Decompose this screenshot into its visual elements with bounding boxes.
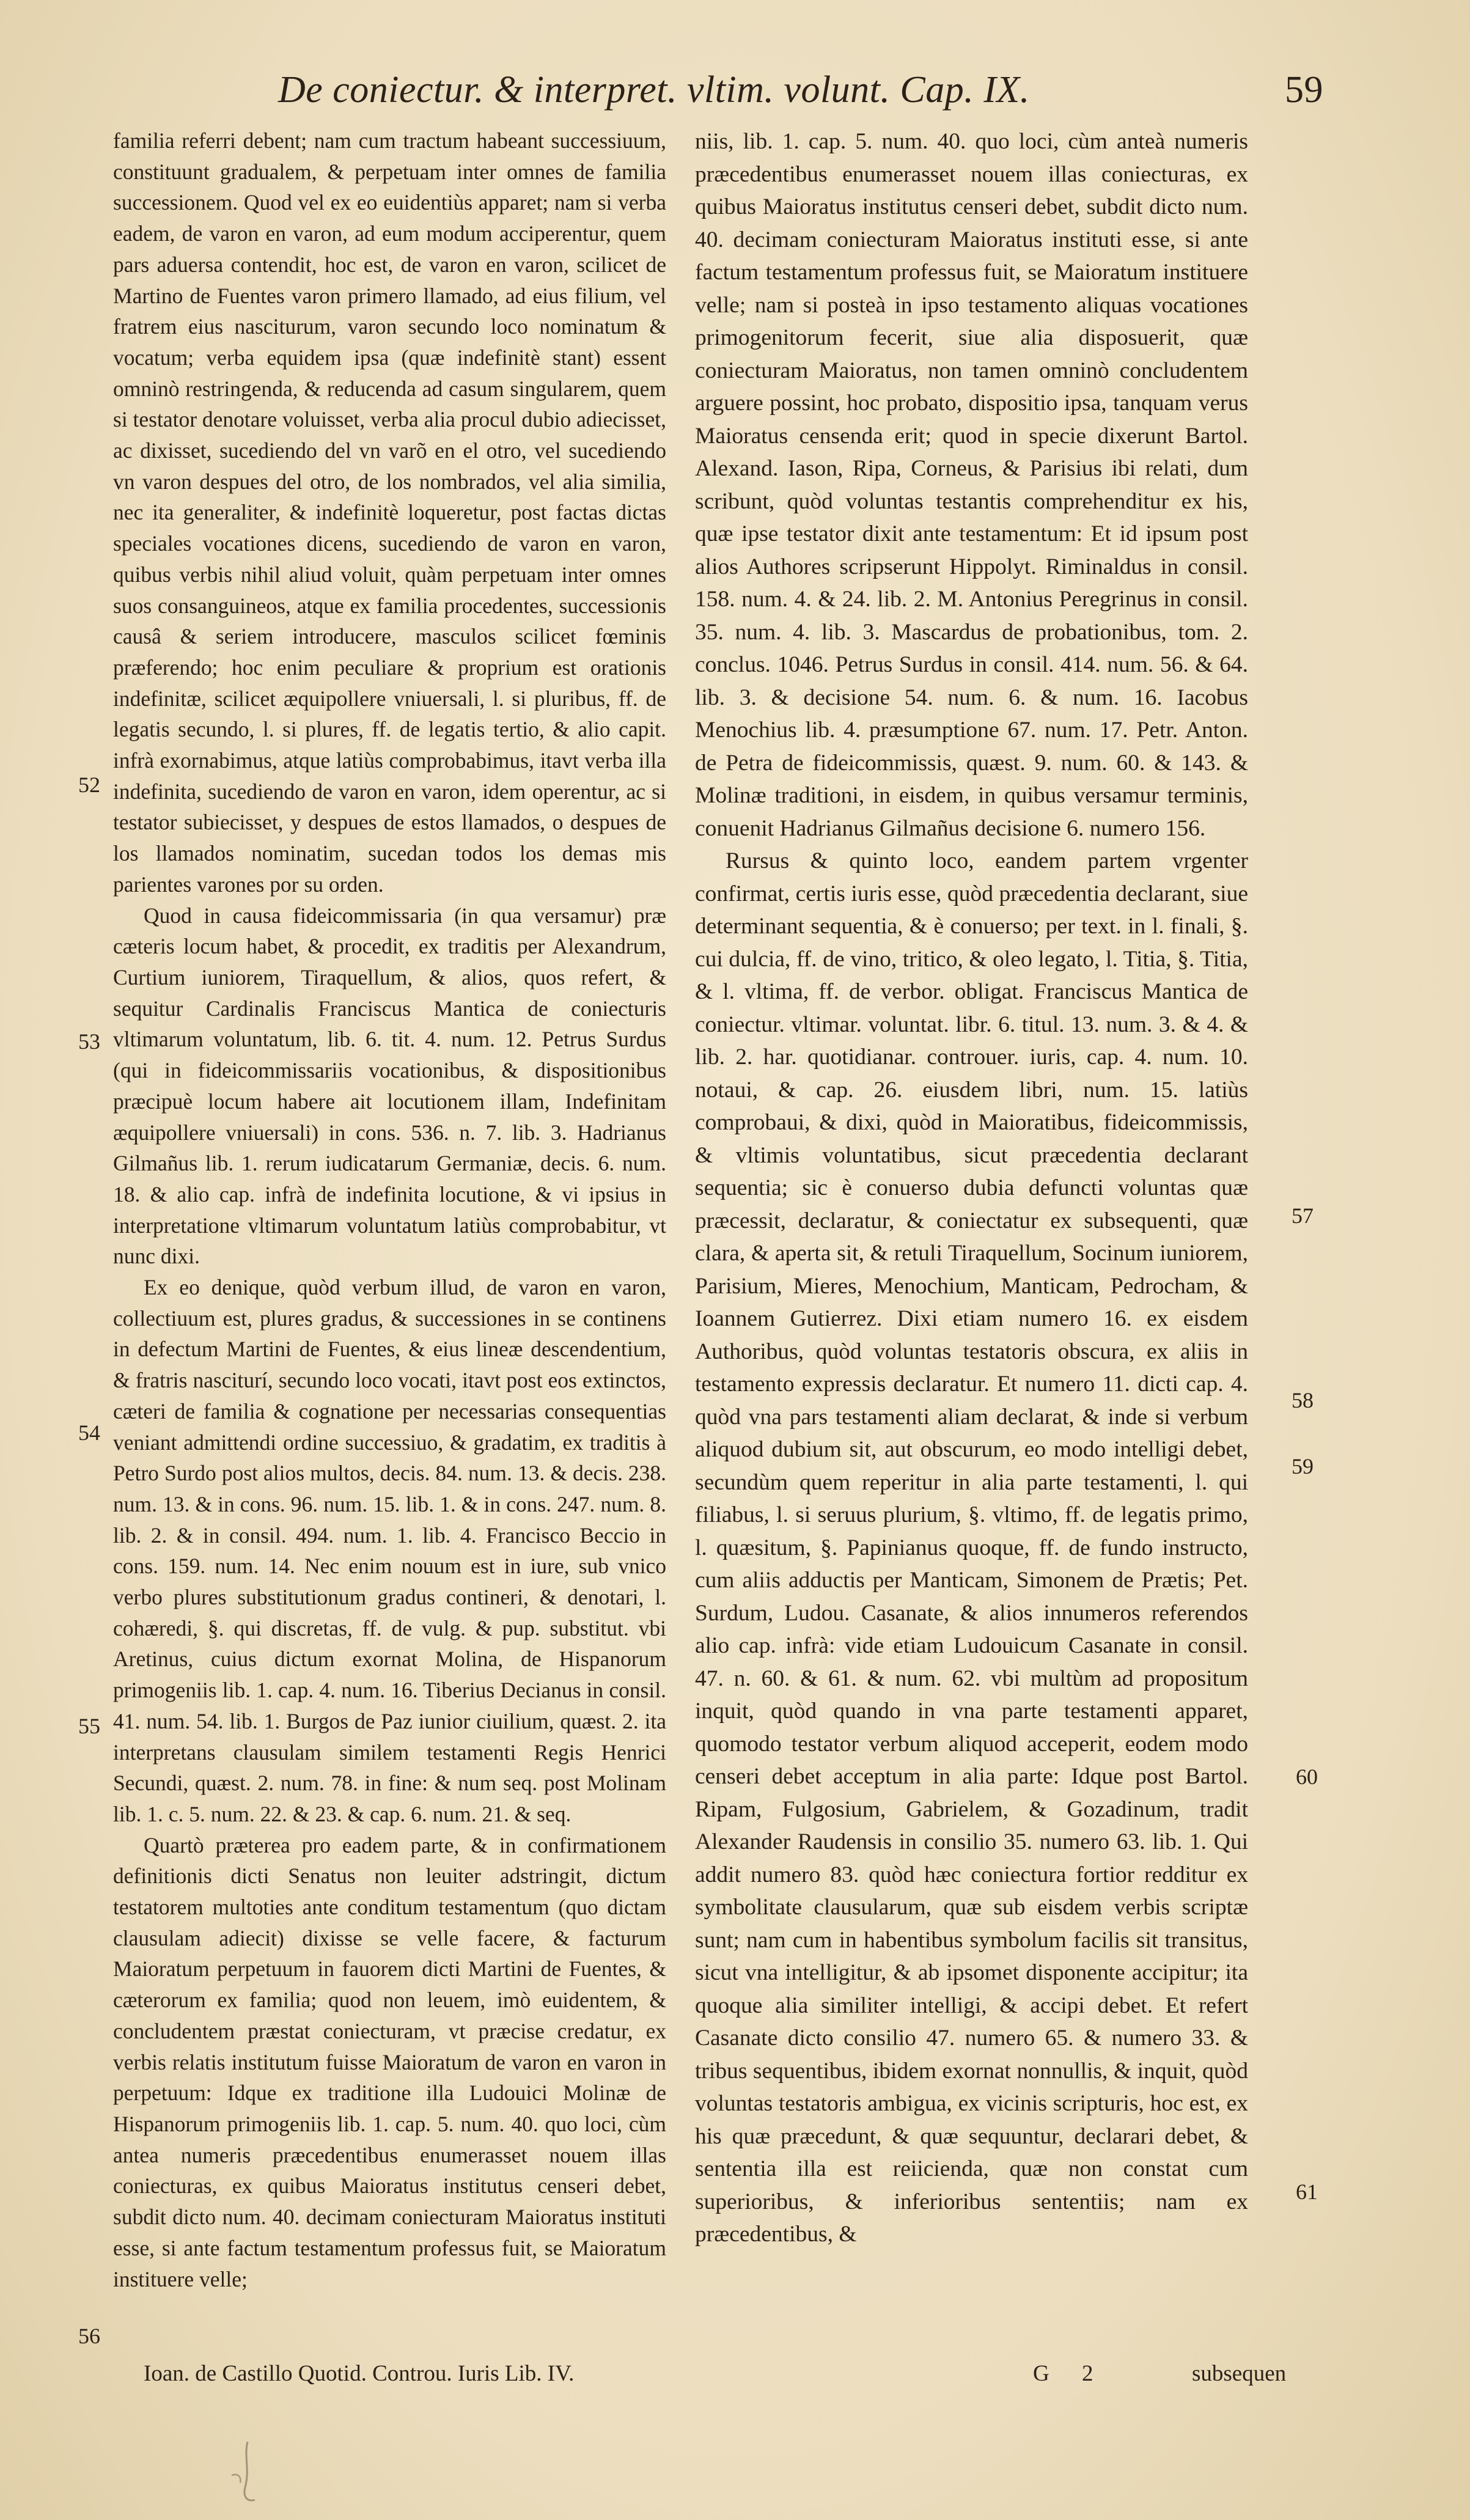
left-paragraph-2: Quod in causa fideicommissaria (in qua versamur) præ cæteris locum habet, & procedit, ex traditis per Alexandrum, Curtium iuniorem, Tiraquellum, & alios, quos refert, & sequitur Cardinalis Franciscus Mantica de coniecturis vltimarum voluntatum, lib. 6. tit. 4. num. 12. Petrus Surdus (qui in fideicommissariis vocationibus, & dispositionibus præcipuè locum habere ait locutionem illam, Indefinitam æquipollere vniuersali) in cons. 536. n. 7. lib. 3. Hadrianus Gilmañus lib. 1. rerum iudicatarum Germaniæ, decis. 6. num. 18. & alio cap. infrà de indefinita locutione, & vi ipsius in interpretatione vltimarum voluntatum latiùs comprobabitur, vt nunc dixi. <box>113 903 666 1269</box>
right-column <box>695 125 1248 2251</box>
left-paragraph-3: Ex eo denique, quòd verbum illud, de varon en varon, collectiuum est, plures gradus, & successiones in se continens in defectum Martini de Fuentes, & eius lineæ descendentium, & fratris nasciturí, secundo loco vocati, itavt post eos extinctos, cæteri de familia & cognatione per necessarias consequentias veniant admittendi ordine successiuo, & gradatim, ex traditis à Petro Surdo post alios multos, decis. 84. num. 13. & decis. 238. num. 13. & in cons. 96. num. 15. lib. 1. & in cons. 247. num. 8. lib. 2. & in consil. 494. num. 1. lib. 4. Francisco Beccio in cons. 159. num. 14. Nec enim nouum est in iure, sub vnico verbo plures substitutionum gradus contineri, & denotari, l. cohæredi, §. qui discretas, ff. de vulg. & pup. substitut. vbi Aretinus, cuius dictum exornat Molina, de Hispanorum primogeniis lib. 1. cap. 4. num. 16. Tiberius Decianus in consil. 41. num. 54. lib. 1. Burgos de Paz iunior ciuilium, quæst. 2. ita interpretans clausulam similem testamenti Regis Henrici Secundi, quæst. 2. num. 78. in fine: & num seq. post Molinam lib. 1. c. 5. num. 22. & 23. & cap. 6. num. 21. & seq. <box>113 1275 666 1826</box>
catchword-left: Ioan. de Castillo Quotid. Controu. Iuris Lib. IV. <box>144 2361 575 2386</box>
margin-number: 61 <box>1296 2180 1318 2204</box>
margin-number: 53 <box>78 1029 100 1054</box>
running-header <box>278 68 1348 123</box>
margin-number: 57 <box>1292 1203 1314 1228</box>
margin-number: 59 <box>1292 1454 1314 1479</box>
left-column <box>113 125 666 2294</box>
catchword-right: subsequen <box>1192 2361 1287 2386</box>
left-paragraph-4: Quartò præterea pro eadem parte, & in confirmationem definitionis dicti Senatus non leuiter adstringit, dictum testatorem multoties ante conditum testamentum (quo dictam clausulam adiecit) dixisse se velle facere, & facturum Maioratum perpetuum in fauorem dicti Martini de Fuentes, & cæterorum ex familia; quod non leuem, imò euidentem, & concludentem præstat coniecturam, vt præcise credatur, ex verbis relatis institutum fuisse Maioratum de varon en varon in perpetuum: Idque ex traditione illa Ludouici Molinæ de Hispanorum primogeniis lib. 1. cap. 5. num. 40. quo loci, cùm antea numeris præcedentibus enumerasset nouem illas coniecturas, ex quibus Maioratus institutus censeri debet, subdit dicto num. 40. decimam coniecturam Maioratus instituti esse, si ante factum testamentum professus fuit, se Maioratum instituere velle; <box>113 1832 666 2291</box>
margin-number: 58 <box>1292 1388 1314 1412</box>
margin-number: 54 <box>78 1420 100 1445</box>
right-paragraph-2: Rursus & quinto loco, eandem partem vrgenter confirmat, certis iuris esse, quòd præcedentia declarant, siue determinant sequentia, & è conuerso; per text. in l. finali, §. cui dulcia, ff. de vino, tritico, & oleo legato, l. Titia, §. Titia, & l. vltima, ff. de verbor. obligat. Franciscus Mantica de coniectur. vltimar. voluntat. libr. 6. titul. 13. num. 3. & 4. & lib. 2. har. quotidianar. controuer. iuris, cap. 4. num. 10. notaui, & cap. 26. eiusdem libri, num. 15. latiùs comprobaui, & dixi, quòd in Maioratibus, fideicommissis, & vltimis voluntatibus, sicut præcedentia declarant sequentia; sic è conuerso dubia defuncti voluntas quæ præcessit, declaratur, & coniectatur ex subsequenti, quæ clara, & aperta sit, & retuli Tiraquellum, Socinum iuniorem, Parisium, Mieres, Menochium, Manticam, Pedrocham, & Ioannem Gutierrez. Dixi etiam numero 16. ex eisdem Authoribus, quòd voluntas testatoris obscura, ex aliis in testamento expressis declaratur. Et numero 11. dicti cap. 4. quòd vna pars testamenti aliam declarat, & inde si verbum aliquod dubium sit, aut obscurum, eo modo intelligi debet, secundùm quem reperitur in alia parte testamenti, l. qui filiabus, l. si seruus plurium, §. vltimo, ff. de legatis primo, l. quæsitum, §. Papinianus quoque, ff. de fundo instructo, cum aliis adductis per Manticam, Simonem de Prætis; Pet. Surdum, Ludou. Casanate, & alios innumeros referendos alio cap. infrà: vide etiam Ludouicum Casanate in consil. 47. n. 60. & 61. & num. 62. vbi multùm ad propositum inquit, quòd quando in vna parte testamenti apparet, quomodo testator verbum aliquod acceperit, eodem modo censeri debet acceptum in alia parte: Idque post Bartol. Ripam, Fulgosium, Gabrielem, & Gozadinum, tradit Alexander Raudensis in consilio 35. numero 63. lib. 1. Qui addit numero 83. quòd hæc coniectura fortior redditur ex symbolitate clausularum, quæ sub eisdem verbis scriptæ sunt; nam cum in habentibus symbolum facilis sit transitus, sicut vna intelligitur, & ab ipsomet disponente accipitur; ita quoque alia similiter intelligi, & accipi debet. Et refert Casanate dicto consilio 47. numero 65. & numero 33. & tribus sequentibus, ibidem exornat nonnullis, & inquit, quòd voluntas testatoris ambigua, ex vicinis scripturis, hoc est, ex his quæ præcedunt, & quæ sequuntur, declarari debet, & sententia illa est reiicienda, quæ non constat cum superioribus, & inferioribus sententiis; nam ex præcedentibus, & <box>695 848 1248 2247</box>
page-number: 59 <box>1285 69 1323 111</box>
left-paragraph-1: familia referri debent; nam cum tractum habeant successiuum, constituunt gradualem, & perpetuam inter omnes de familia successionem. Quod vel ex eo euidentiùs apparet; nam si verba eadem, de varon en varon, ad eum modum acciperentur, quem pars aduersa contendit, hoc est, de varon en varon, scilicet de Martino de Fuentes varon primero llamado, ad eius filium, vel fratrem eius nasciturum, varon secundo loco nominatum & vocatum; verba equidem ipsa (quæ indefinitè stant) essent omninò restringenda, & reducenda ad casum singularem, quem si testator denotare voluisset, verba alia procul dubio adiecisset, ac dixisset, sucediendo del vn varõ en el otro, vel sucediendo vn varon despues del otro, de los nombrados, vel alia similia, nec ita generaliter, & indefinitè loqueretur, post factas dictas speciales vocationes dicens, sucediendo de varon en varon, quibus verbis nihil aliud voluit, quàm perpetuam inter omnes suos consanguineos, atque ex familia procedentes, successionis causâ & seriem introducere, masculos scilicet fœminis præferendo; hoc enim peculiare & proprium est orationis indefinitæ, scilicet æquipollere vniuersali, l. si pluribus, ff. de legatis secundo, l. si plures, ff. de legatis tertio, & alio capit. infrà exornabimus, atque latiùs comprobabimus, itavt verba illa indefinita, sucediendo de varon en varon, idem operentur, ac si testator subiecisset, y despues de estos llamados, o despues de los llamados nominatim, sucedan todos los demas mis parientes varones por su orden. <box>113 128 666 897</box>
margin-number: 52 <box>78 773 100 797</box>
ink-smudge <box>223 2439 272 2506</box>
signature-mark: G 2 <box>1033 2361 1107 2386</box>
margin-number: 60 <box>1296 1765 1318 1789</box>
right-paragraph-1: niis, lib. 1. cap. 5. num. 40. quo loci, cùm anteà numeris præcedentibus enumerasset nouem illas coniecturas, ex quibus Maioratus institutus censeri debet, subdit dicto num. 40. decimam coniecturam Maioratus instituti esse, si ante factum testamentum professus fuit, se Maioratum instituere velle; nam si posteà in ipso testamento aliquas vocationes primogenitorum fecerit, siue alia disposuerit, quæ coniecturam Maioratus, non tamen omninò concludentem arguere possint, hoc probato, dispositio ipsa, tanquam verus Maioratus censenda erit; quod in specie dixerunt Bartol. Alexand. Iason, Ripa, Corneus, & Parisius ibi relati, dum scribunt, quòd voluntas testantis comprehenditur ex his, quæ ipse testator dixit ante testamentum: Et id ipsum post alios Authores scripserunt Hippolyt. Riminaldus in consil. 158. num. 4. & 24. lib. 2. M. Antonius Peregrinus in consil. 35. num. 4. lib. 3. Mascardus de probationibus, tom. 2. conclus. 1046. Petrus Surdus in consil. 414. num. 56. & 64. lib. 3. & decisione 54. num. 6. & num. 16. Iacobus Menochius lib. 4. præsumptione 67. num. 17. Petr. Anton. de Petra de fideicommissis, quæst. 9. num. 60. & 143. & Molinæ traditioni, in eisdem, in quibus versamur terminis, conuenit Hadrianus Gilmañus decisione 6. numero 156. <box>695 129 1248 841</box>
running-title: De coniectur. & interpret. vltim. volunt. Cap. IX. <box>278 69 1030 111</box>
margin-number: 56 <box>78 2324 100 2348</box>
margin-number: 55 <box>78 1714 100 1738</box>
